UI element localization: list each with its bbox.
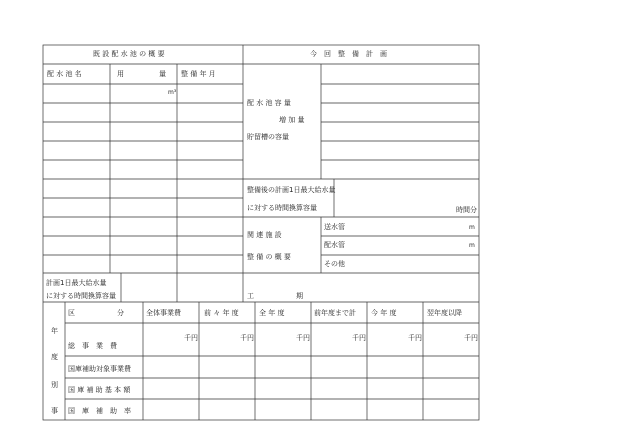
side-label-char-2: 度	[51, 353, 58, 361]
label-plan-max-supply-1: 計画1日最大給水量	[46, 279, 107, 287]
label-pipe-other: その他	[324, 260, 345, 268]
unit-thousand-yen-full: 千円	[296, 334, 310, 342]
label-pipe-dist: 配水管	[324, 241, 345, 249]
unit-thousand-yen-next: 千円	[464, 334, 478, 342]
label-increase: 増 加 量	[279, 116, 305, 124]
yearly-row-subsidy-base: 国 庫 補 助 基 本 額	[68, 386, 131, 394]
unit-thousand-yen-until-prior: 千円	[352, 334, 366, 342]
label-reservoir-capacity: 配 水 池 容 量	[247, 99, 291, 107]
unit-thousand-yen-total: 千円	[184, 334, 198, 342]
yearly-row-subsidy-target: 国庫補助対象事業費	[68, 365, 131, 373]
side-label-char-3: 別	[51, 381, 58, 389]
label-max-supply-2: に対する時間換算容量	[247, 204, 317, 212]
unit-thousand-yen-two-prior: 千円	[240, 334, 254, 342]
yearly-header-category: 区 分	[68, 309, 124, 317]
yearly-row-total-cost: 総 事 業 費	[68, 342, 117, 350]
label-storage-tank: 貯留槽の容量	[247, 133, 289, 141]
unit-meter-b: m	[469, 242, 475, 249]
unit-hours: 時間分	[456, 206, 477, 214]
yearly-header-full-year: 全 年 度	[259, 309, 285, 317]
unit-cubic-meter: m³	[168, 89, 177, 96]
unit-meter-a: m	[469, 224, 475, 231]
col-maintenance-date: 整 備 年 月	[181, 70, 216, 78]
plan-title: 今 回 整 備 計 画	[310, 50, 387, 58]
label-max-supply-1: 整備後の計画1日最大給水量	[247, 186, 336, 194]
label-related-facility: 関 連 施 設	[247, 231, 282, 239]
label-construction-period: 工 期	[247, 292, 303, 300]
existing-reservoir-title: 既 設 配 水 池 の 概 要	[93, 50, 165, 58]
label-plan-max-supply-2: に対する時間換算容量	[46, 292, 116, 300]
yearly-header-next-onward: 翌年度以降	[427, 309, 462, 317]
side-label-char-4: 事	[51, 407, 58, 415]
unit-thousand-yen-current: 千円	[408, 334, 422, 342]
col-reservoir-name: 配 水 池 名	[47, 70, 82, 78]
yearly-header-two-years-prior: 前 々 年 度	[204, 309, 239, 317]
col-capacity: 用 量	[117, 70, 166, 78]
side-label-char-1: 年	[51, 327, 58, 335]
yearly-header-total: 全体事業費	[146, 309, 181, 317]
yearly-row-subsidy-rate: 国 庫 補 助 率	[68, 407, 131, 415]
label-pipe-send: 送水管	[324, 223, 345, 231]
yearly-header-current: 今 年 度	[371, 309, 397, 317]
label-outline: 整 備 の 概 要	[247, 253, 291, 261]
yearly-header-until-prior: 前年度まで計	[314, 309, 356, 317]
